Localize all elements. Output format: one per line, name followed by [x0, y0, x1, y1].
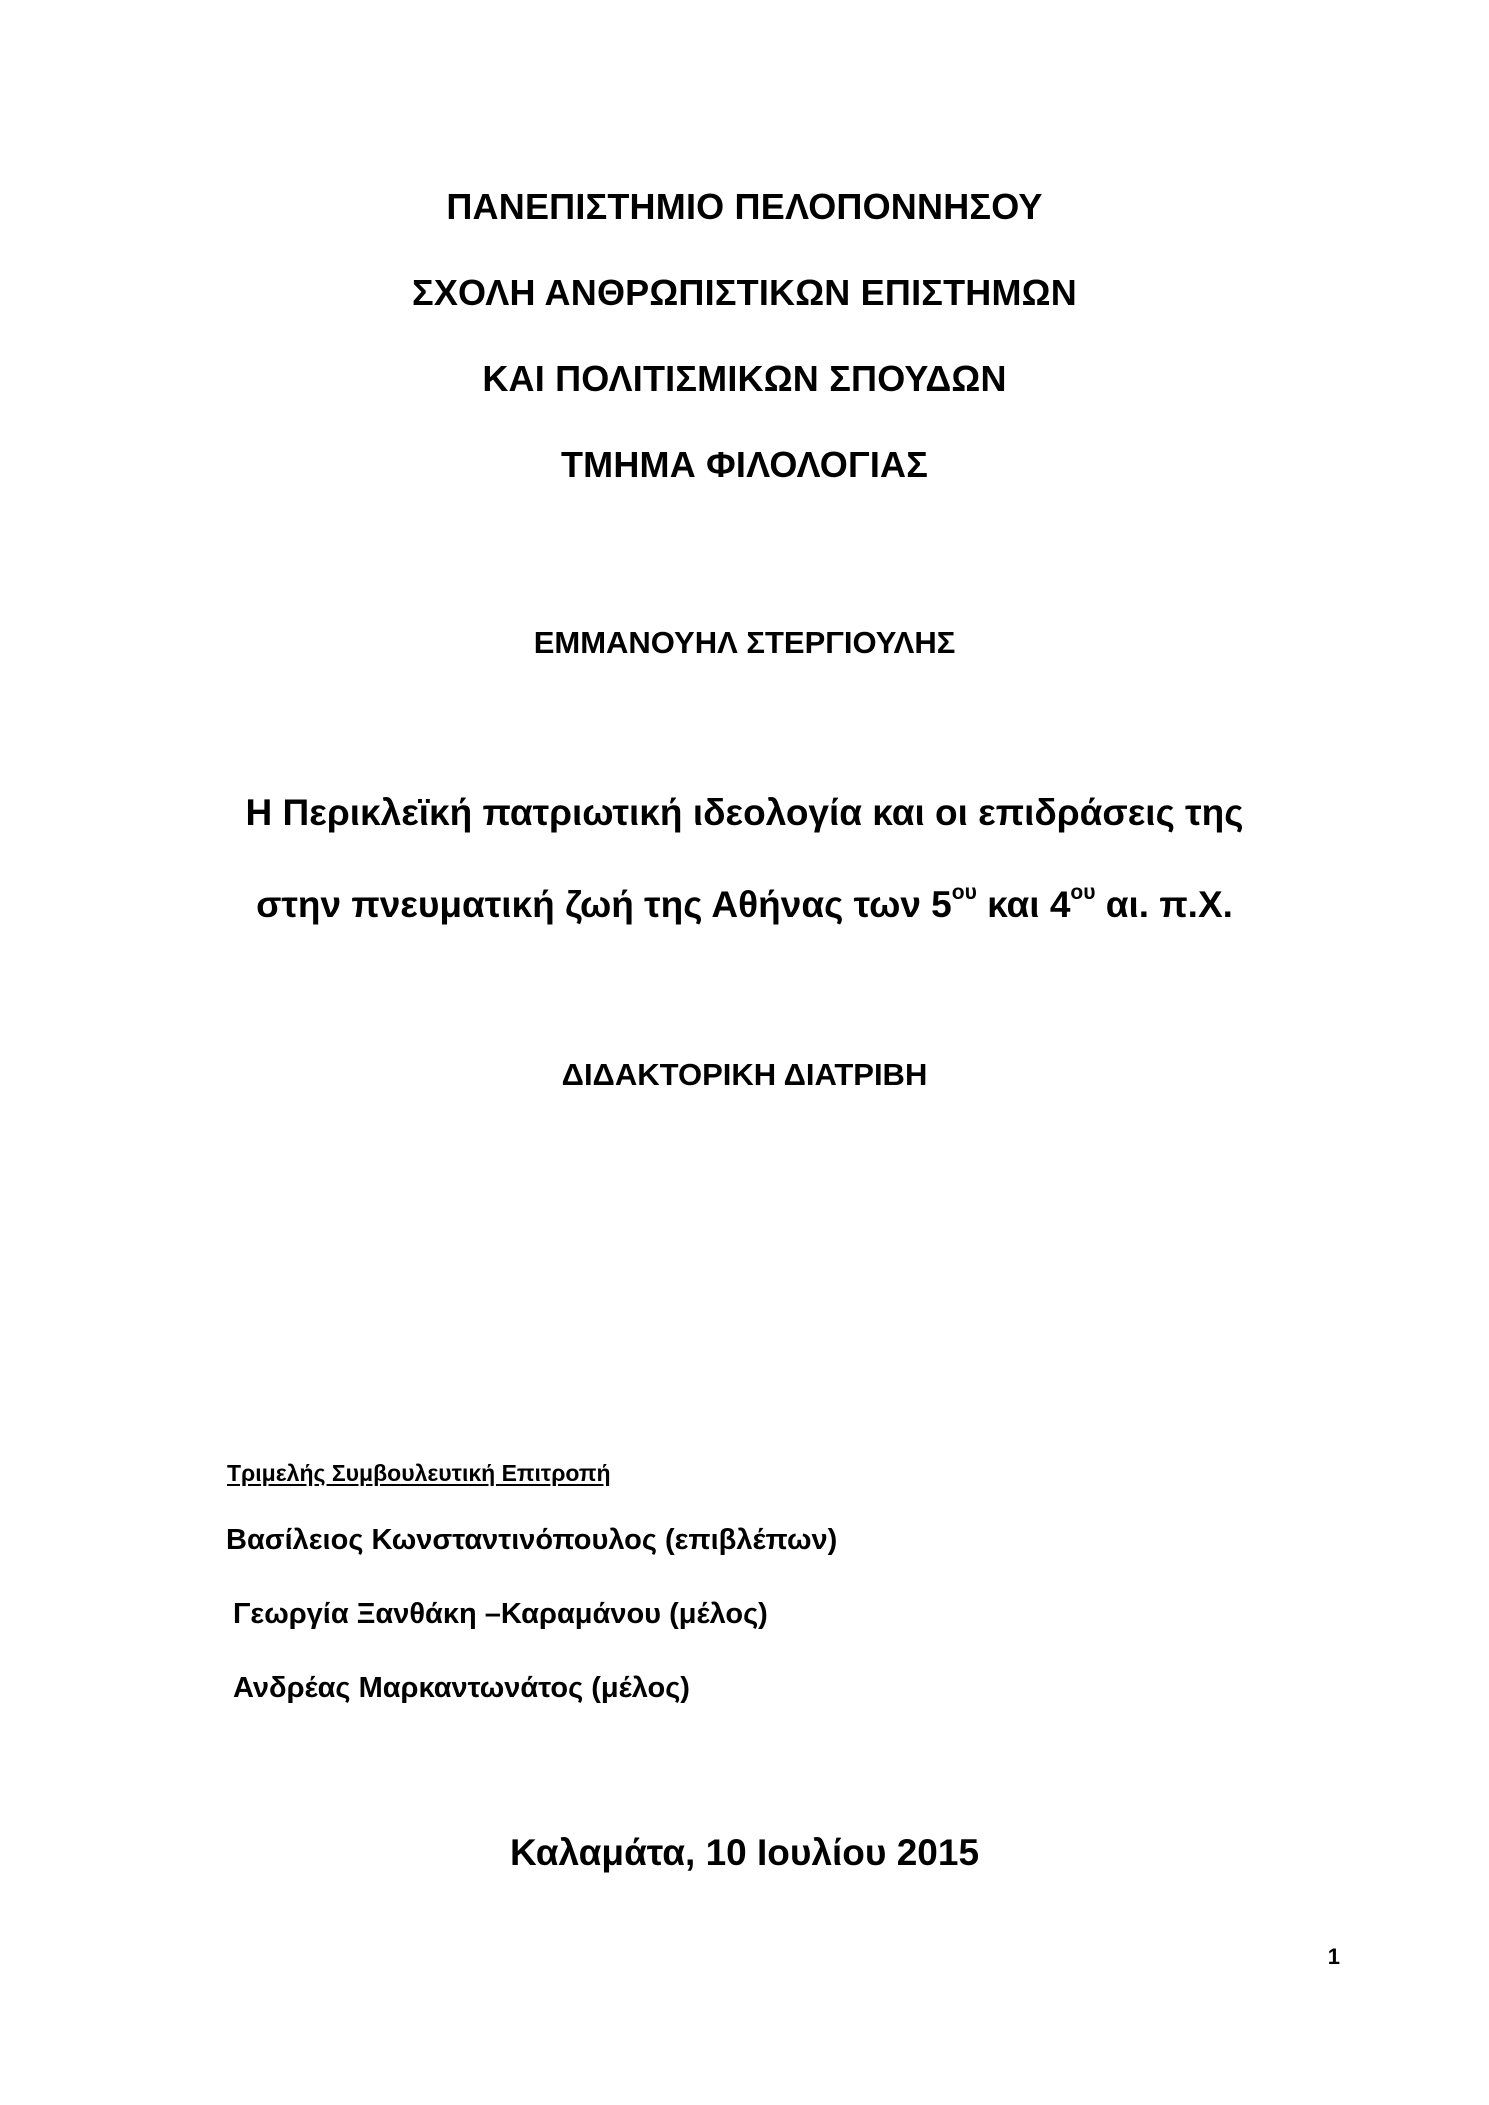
title-line2-part3: αι. π.Χ.	[1095, 884, 1233, 925]
school-name-line2: ΚΑΙ ΠΟΛΙΤΙΣΜΙΚΩΝ ΣΠΟΥΔΩΝ	[482, 358, 1007, 399]
department-name: ΤΜΗΜΑ ΦΙΛΟΛΟΓΙΑΣ	[560, 444, 929, 485]
committee-member: Γεωργία Ξανθάκη –Καραμάνου (μέλος)	[233, 1598, 768, 1630]
school-name-line1: ΣΧΟΛΗ ΑΝΘΡΩΠΙΣΤΙΚΩΝ ΕΠΙΣΤΗΜΩΝ	[412, 272, 1077, 313]
committee-member: Βασίλειος Κωνσταντινόπουλος (επιβλέπων)	[226, 1524, 838, 1556]
page-number: 1	[1327, 1944, 1340, 1969]
university-name: ΠΑΝΕΠΙΣΤΗΜΙΟ ΠΕΛΟΠΟΝΝΗΣΟΥ	[446, 186, 1043, 227]
committee-member: Ανδρέας Μαρκαντωνάτος (μέλος)	[233, 1672, 690, 1704]
title-line2-part1: στην πνευματική ζωή της Αθήνας των 5	[256, 884, 952, 925]
thesis-type: ΔΙΔΑΚΤΟΡΙΚΗ ΔΙΑΤΡΙΒΗ	[561, 1057, 928, 1092]
committee-heading: Τριμελής Συμβουλευτική Επιτροπή	[227, 1460, 611, 1486]
author-name: ΕΜΜΑΝΟΥΗΛ ΣΤΕΡΓΙΟΥΛΗΣ	[533, 625, 956, 660]
place-and-date: Καλαμάτα, 10 Ιουλίου 2015	[509, 1832, 980, 1873]
thesis-title-line1: Η Περικλεϊκή πατριωτική ιδεολογία και οι επιδράσεις της	[245, 792, 1244, 833]
thesis-title-line2	[0, 880, 1489, 926]
title-superscript-1: ου	[951, 880, 977, 904]
title-superscript-2: ου	[1070, 880, 1096, 904]
title-line2-part2: και 4	[976, 884, 1071, 925]
